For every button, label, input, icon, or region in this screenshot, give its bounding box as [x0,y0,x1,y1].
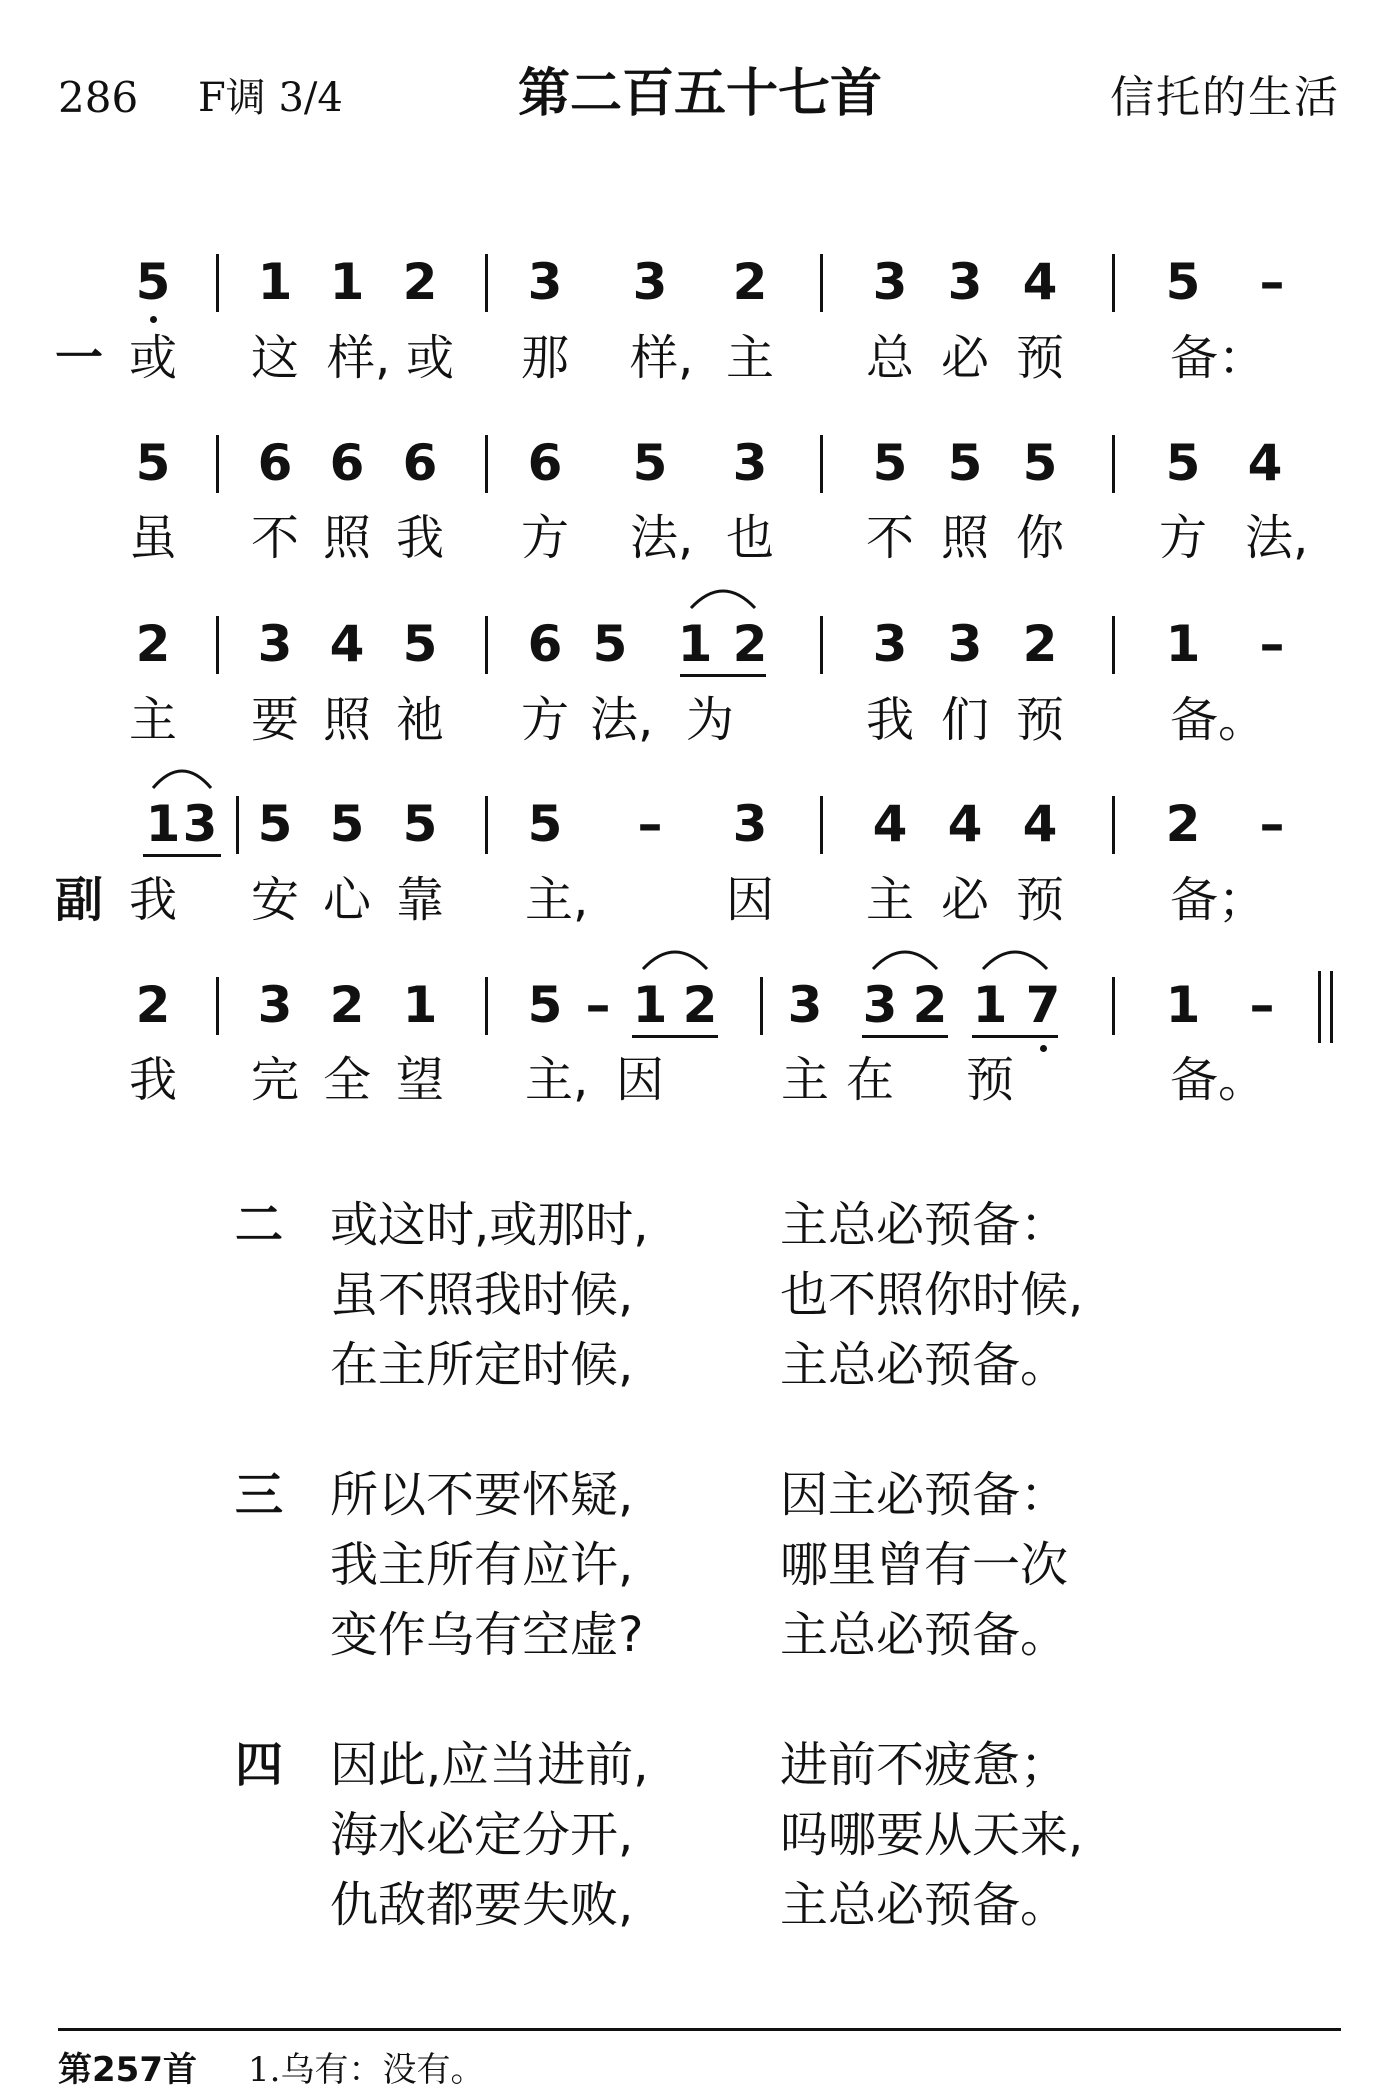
lyric: 要 [250,692,299,748]
note: 5 [527,795,563,853]
note: 1 [632,976,668,1034]
note: 5 [592,615,628,673]
lyric: 那 [520,330,569,386]
barline [1112,254,1115,312]
eighth-underline [862,1035,948,1038]
lyric: 主, [525,872,589,928]
note: 6 [527,434,563,492]
note: 5 [135,253,171,311]
lyric: 主 [780,1052,829,1108]
note: 5 [257,795,293,853]
note: 6 [527,615,563,673]
lyric: 样, [327,330,391,386]
barline [216,977,219,1035]
lyric: 主 [128,692,177,748]
note: 3 [732,434,768,492]
lyric: 或 [405,330,454,386]
lyric: 总 [865,330,914,386]
barline [820,616,823,674]
note: 5 [135,434,171,492]
page-number: 286 [58,73,139,122]
barline [485,616,488,674]
note: 5 [527,976,563,1034]
dash: – [1259,795,1285,853]
lyric: 照 [940,510,989,566]
lyric: 全 [322,1052,371,1108]
note: 4 [947,795,983,853]
lyric: 预 [1015,872,1064,928]
score-row-2 [0,433,1400,493]
note: 5 [402,615,438,673]
lyric: 主, [525,1052,589,1108]
barline [216,435,219,493]
lyric: 备。 [1170,692,1267,748]
note: 2 [912,976,948,1034]
verse-line: 也不照你时候, [780,1267,1084,1323]
lyric: 或 [128,330,177,386]
eighth-underline [972,1035,1058,1038]
footer-hymn-ref: 第257首 [58,2050,197,2090]
lyric: 必 [940,330,989,386]
note: 3 [947,253,983,311]
lyric: 我 [128,1052,177,1108]
eighth-underline [143,854,221,857]
footer-note: 1.乌有：没有。 [248,2050,485,2090]
lyric: 安 [250,872,299,928]
lyric: 我 [395,510,444,566]
note: 2 [402,253,438,311]
lyric: 照 [322,692,371,748]
eighth-underline [680,674,766,677]
note: 3 [632,253,668,311]
barline [820,254,823,312]
lyric: 主 [725,330,774,386]
lyric: 也 [725,510,774,566]
note: 2 [732,615,768,673]
hymn-title: 第二百五十七首 [517,64,882,124]
note: 2 [135,615,171,673]
lyric: 方 [1158,510,1207,566]
note: 4 [329,615,365,673]
lyric: 法, [1245,510,1309,566]
lyric: 不 [250,510,299,566]
lyric: 为 [685,692,734,748]
note: 3 [182,795,218,853]
note: 2 [732,253,768,311]
note: 1 [1165,976,1201,1034]
verse-line: 虽不照我时候, [330,1267,634,1323]
verse-number: 三 [235,1467,284,1523]
lyric-row-2 [0,508,1400,568]
dash: – [1249,976,1275,1034]
note: 3 [872,253,908,311]
lyric: 靠 [395,872,444,928]
refrain-label: 副 [55,872,104,928]
slur [870,941,940,971]
note: 2 [1022,615,1058,673]
lyric: 备： [1170,330,1267,386]
barline [236,796,239,854]
verse-number: 四 [235,1737,284,1793]
note: 5 [947,434,983,492]
note: 1 [329,253,365,311]
barline [485,254,488,312]
note: 2 [135,976,171,1034]
note: 5 [329,795,365,853]
barline [760,977,763,1035]
lyric: 预 [965,1052,1014,1108]
lyric: 法, [630,510,694,566]
lyric: 祂 [395,692,444,748]
note: 1 [402,976,438,1034]
verse-line: 吗哪要从天来, [780,1807,1084,1863]
note: 6 [329,434,365,492]
lyric: 心 [322,872,371,928]
note: 4 [872,795,908,853]
dash: – [1259,615,1285,673]
lyric: 望 [395,1052,444,1108]
verse-line: 或这时,或那时, [330,1197,649,1253]
note: 3 [872,615,908,673]
lyric: 备； [1170,872,1267,928]
slur [980,941,1050,971]
lyric-row-5 [0,1050,1400,1110]
note: 1 [257,253,293,311]
lyric-row-3 [0,690,1400,750]
note: 7 [1025,976,1061,1034]
score-row-4 [0,794,1400,854]
verse-line: 在主所定时候, [330,1337,634,1393]
score-row-3 [0,614,1400,674]
verse-line: 仇敌都要失败, [330,1877,634,1933]
lyric-row-1 [0,328,1400,388]
note: 5 [1165,253,1201,311]
note: 5 [632,434,668,492]
barline [1112,977,1115,1035]
lyric: 方 [520,510,569,566]
note: 1 [1165,615,1201,673]
lyric: 必 [940,872,989,928]
lyric: 我 [128,872,177,928]
note: 5 [872,434,908,492]
barline [485,435,488,493]
verse-line: 哪里曾有一次 [780,1537,1069,1593]
verse-line: 因主必预备： [780,1467,1069,1523]
lyric: 方 [520,692,569,748]
key-and-time-signature: F调 3/4 [198,75,343,121]
lyric: 不 [865,510,914,566]
note: 3 [257,976,293,1034]
verse-line: 进前不疲惫； [780,1737,1069,1793]
lyric: 预 [1015,692,1064,748]
lyric: 们 [940,692,989,748]
note: 5 [1022,434,1058,492]
lyric: 我 [865,692,914,748]
lyric: 因 [615,1052,664,1108]
barline [820,796,823,854]
verse-line: 所以不要怀疑, [330,1467,634,1523]
note: 3 [787,976,823,1034]
lyric: 法, [590,692,654,748]
note: 2 [329,976,365,1034]
barline [1112,616,1115,674]
note: 3 [527,253,563,311]
barline [820,435,823,493]
barline [485,796,488,854]
note: 6 [402,434,438,492]
lyric: 样, [630,330,694,386]
barline [485,977,488,1035]
verse-line: 变作乌有空虚? [330,1607,644,1663]
verse-line: 主总必预备。 [780,1877,1069,1933]
score-row-5 [0,975,1400,1035]
verse-line: 主总必预备。 [780,1337,1069,1393]
barline [1112,796,1115,854]
note: 3 [947,615,983,673]
verse-line: 海水必定分开, [330,1807,634,1863]
lyric: 你 [1015,510,1064,566]
lyric: 照 [322,510,371,566]
verse-number: 二 [235,1197,284,1253]
slur [640,941,710,971]
note: 3 [862,976,898,1034]
lyric: 完 [250,1052,299,1108]
note: 2 [682,976,718,1034]
lyric: 备。 [1170,1052,1267,1108]
lyric: 因 [725,872,774,928]
note: 1 [145,795,181,853]
verse-line: 主总必预备。 [780,1607,1069,1663]
verse-label: 一 [55,330,104,386]
lyric: 预 [1015,330,1064,386]
dash: – [637,795,663,853]
footer-divider [58,2028,1341,2031]
dash: – [585,976,611,1034]
note: 5 [1165,434,1201,492]
note: 3 [732,795,768,853]
dash: – [1259,253,1285,311]
note: 4 [1022,795,1058,853]
lyric: 主 [865,872,914,928]
lyric: 这 [250,330,299,386]
note: 5 [402,795,438,853]
final-barline [1318,971,1321,1043]
barline [216,254,219,312]
slur [150,760,214,790]
slur [688,580,758,610]
score-row-1 [0,252,1400,312]
lyric: 虽 [128,510,177,566]
note: 2 [1165,795,1201,853]
final-barline [1330,971,1333,1043]
lyric: 在 [845,1052,894,1108]
verse-line: 主总必预备： [780,1197,1069,1253]
note: 4 [1022,253,1058,311]
verse-line: 因此,应当进前, [330,1737,649,1793]
eighth-underline [632,1035,718,1038]
lyric-row-4 [0,870,1400,930]
note: 4 [1247,434,1283,492]
note: 1 [972,976,1008,1034]
category-label: 信托的生活 [1110,72,1340,123]
note: 3 [257,615,293,673]
note: 1 [677,615,713,673]
verse-line: 我主所有应许, [330,1537,634,1593]
low-octave-dot [150,316,157,323]
barline [1112,435,1115,493]
note: 6 [257,434,293,492]
barline [216,616,219,674]
